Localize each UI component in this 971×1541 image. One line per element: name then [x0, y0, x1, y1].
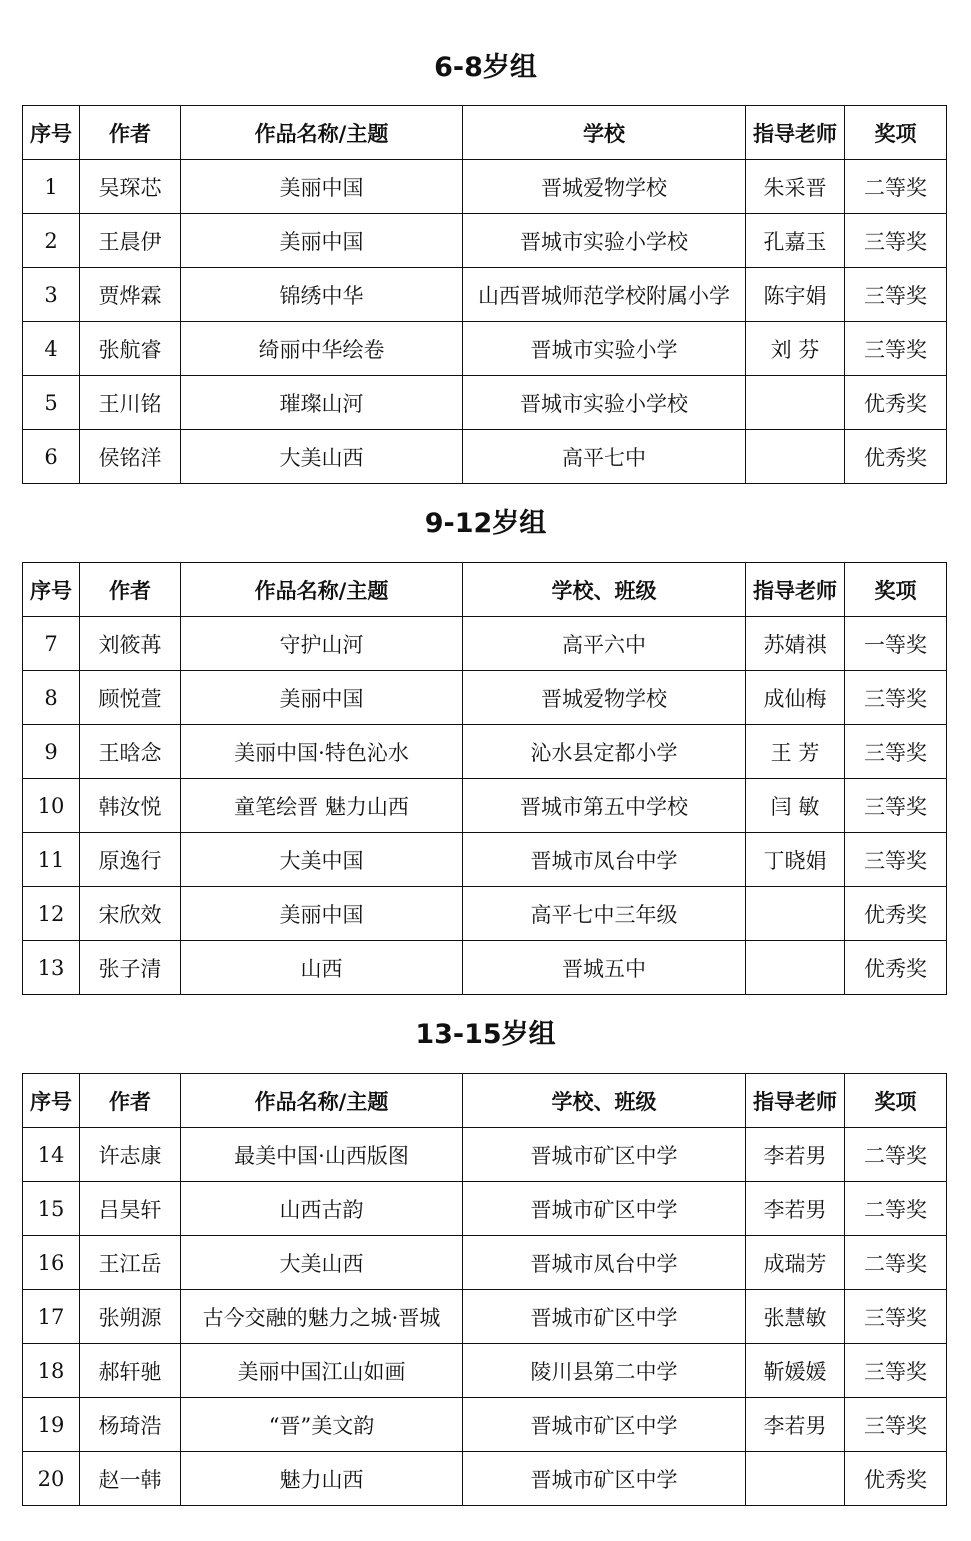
cell-work-title: 山西古韵: [181, 1182, 463, 1236]
cell-work-title: 大美山西: [181, 1236, 463, 1290]
table-row: [23, 1344, 947, 1398]
cell-award: 三等奖: [845, 671, 947, 725]
cell-author: 王晗念: [80, 725, 181, 779]
cell-school: 晋城市实验小学: [463, 322, 746, 376]
table-row: [23, 430, 947, 484]
cell-school: 晋城市矿区中学: [463, 1182, 746, 1236]
header-work-title: 作品名称/主题: [181, 106, 463, 160]
cell-work-title: 最美中国·山西版图: [181, 1128, 463, 1182]
cell-index: 4: [23, 322, 80, 376]
table-row: [23, 1128, 947, 1182]
cell-author: 许志康: [80, 1128, 181, 1182]
cell-teacher: 李若男: [746, 1128, 845, 1182]
cell-school: 晋城市第五中学校: [463, 779, 746, 833]
cell-index: 1: [23, 160, 80, 214]
header-teacher: 指导老师: [746, 563, 845, 617]
cell-teacher: 朱采晋: [746, 160, 845, 214]
cell-author: 侯铭洋: [80, 430, 181, 484]
cell-teacher: 王 芳: [746, 725, 845, 779]
table-row: [23, 1452, 947, 1506]
table-row: [23, 1182, 947, 1236]
cell-work-title: “晋”美文韵: [181, 1398, 463, 1452]
cell-teacher: [746, 430, 845, 484]
cell-teacher: 李若男: [746, 1182, 845, 1236]
header-author: 作者: [80, 1074, 181, 1128]
cell-index: 10: [23, 779, 80, 833]
header-author: 作者: [80, 106, 181, 160]
cell-teacher: 孔嘉玉: [746, 214, 845, 268]
cell-author: 韩汝悦: [80, 779, 181, 833]
cell-award: 三等奖: [845, 1398, 947, 1452]
table-row: [23, 887, 947, 941]
cell-author: 吕昊轩: [80, 1182, 181, 1236]
table-row: [23, 833, 947, 887]
cell-author: 原逸行: [80, 833, 181, 887]
cell-work-title: 美丽中国: [181, 671, 463, 725]
header-award: 奖项: [845, 563, 947, 617]
header-teacher: 指导老师: [746, 106, 845, 160]
cell-work-title: 锦绣中华: [181, 268, 463, 322]
header-award: 奖项: [845, 106, 947, 160]
cell-work-title: 璀璨山河: [181, 376, 463, 430]
cell-index: 13: [23, 941, 80, 995]
cell-teacher: 闫 敏: [746, 779, 845, 833]
cell-index: 2: [23, 214, 80, 268]
table-row: [23, 1290, 947, 1344]
table-row: [23, 1236, 947, 1290]
cell-author: 王晨伊: [80, 214, 181, 268]
cell-index: 17: [23, 1290, 80, 1344]
cell-award: 优秀奖: [845, 887, 947, 941]
cell-teacher: [746, 376, 845, 430]
table-header-row: [23, 563, 947, 617]
cell-school: 晋城市实验小学校: [463, 214, 746, 268]
cell-school: 晋城市凤台中学: [463, 833, 746, 887]
cell-school: 晋城市矿区中学: [463, 1128, 746, 1182]
cell-index: 12: [23, 887, 80, 941]
header-author: 作者: [80, 563, 181, 617]
cell-index: 5: [23, 376, 80, 430]
cell-author: 宋欣效: [80, 887, 181, 941]
cell-work-title: 童笔绘晋 魅力山西: [181, 779, 463, 833]
cell-award: 二等奖: [845, 160, 947, 214]
cell-author: 张航睿: [80, 322, 181, 376]
cell-author: 郝轩驰: [80, 1344, 181, 1398]
cell-author: 刘筱苒: [80, 617, 181, 671]
group-title-13-15: 13-15岁组: [415, 1019, 556, 1050]
cell-school: 晋城市矿区中学: [463, 1290, 746, 1344]
cell-author: 王江岳: [80, 1236, 181, 1290]
cell-index: 6: [23, 430, 80, 484]
table-header-row: [23, 1074, 947, 1128]
cell-award: 三等奖: [845, 1290, 947, 1344]
table-row: [23, 160, 947, 214]
header-school: 学校: [463, 106, 746, 160]
cell-school: 陵川县第二中学: [463, 1344, 746, 1398]
table-row: [23, 322, 947, 376]
cell-index: 15: [23, 1182, 80, 1236]
cell-teacher: 张慧敏: [746, 1290, 845, 1344]
cell-index: 16: [23, 1236, 80, 1290]
cell-index: 3: [23, 268, 80, 322]
cell-work-title: 美丽中国: [181, 160, 463, 214]
cell-index: 8: [23, 671, 80, 725]
cell-school: 晋城爱物学校: [463, 160, 746, 214]
cell-work-title: 山西: [181, 941, 463, 995]
cell-school: 晋城五中: [463, 941, 746, 995]
cell-author: 吴琛芯: [80, 160, 181, 214]
cell-author: 王川铭: [80, 376, 181, 430]
cell-teacher: 靳媛媛: [746, 1344, 845, 1398]
cell-award: 二等奖: [845, 1236, 947, 1290]
table-row: [23, 725, 947, 779]
cell-school: 山西晋城师范学校附属小学: [463, 268, 746, 322]
cell-index: 11: [23, 833, 80, 887]
cell-teacher: 成仙梅: [746, 671, 845, 725]
awards-table-6-8: [22, 105, 947, 484]
table-row: [23, 671, 947, 725]
cell-author: 张朔源: [80, 1290, 181, 1344]
cell-award: 三等奖: [845, 268, 947, 322]
header-work-title: 作品名称/主题: [181, 563, 463, 617]
table-row: [23, 268, 947, 322]
cell-school: 高平七中: [463, 430, 746, 484]
header-index: 序号: [23, 106, 80, 160]
cell-index: 9: [23, 725, 80, 779]
header-index: 序号: [23, 1074, 80, 1128]
cell-work-title: 绮丽中华绘卷: [181, 322, 463, 376]
header-school-class: 学校、班级: [463, 563, 746, 617]
cell-teacher: [746, 1452, 845, 1506]
cell-teacher: 刘 芬: [746, 322, 845, 376]
group-title-6-8: 6-8岁组: [434, 52, 537, 83]
group-title-9-12: 9-12岁组: [424, 508, 547, 539]
cell-teacher: 成瑞芳: [746, 1236, 845, 1290]
cell-award: 优秀奖: [845, 941, 947, 995]
cell-work-title: 大美山西: [181, 430, 463, 484]
table-row: [23, 617, 947, 671]
cell-award: 优秀奖: [845, 376, 947, 430]
cell-work-title: 美丽中国: [181, 887, 463, 941]
awards-table-9-12: [22, 562, 947, 995]
cell-index: 20: [23, 1452, 80, 1506]
table-row: [23, 214, 947, 268]
cell-award: 二等奖: [845, 1128, 947, 1182]
cell-teacher: 苏婧祺: [746, 617, 845, 671]
cell-work-title: 魅力山西: [181, 1452, 463, 1506]
cell-school: 沁水县定都小学: [463, 725, 746, 779]
cell-school: 晋城市矿区中学: [463, 1398, 746, 1452]
cell-award: 三等奖: [845, 833, 947, 887]
cell-work-title: 守护山河: [181, 617, 463, 671]
cell-school: 晋城市矿区中学: [463, 1452, 746, 1506]
cell-school: 晋城市凤台中学: [463, 1236, 746, 1290]
cell-index: 19: [23, 1398, 80, 1452]
table-row: [23, 376, 947, 430]
cell-award: 三等奖: [845, 322, 947, 376]
awards-table-13-15: [22, 1073, 947, 1506]
cell-author: 杨琦浩: [80, 1398, 181, 1452]
cell-award: 三等奖: [845, 725, 947, 779]
cell-work-title: 美丽中国·特色沁水: [181, 725, 463, 779]
cell-author: 贾烨霖: [80, 268, 181, 322]
table-row: [23, 779, 947, 833]
cell-teacher: 丁晓娟: [746, 833, 845, 887]
cell-award: 三等奖: [845, 1344, 947, 1398]
cell-teacher: [746, 941, 845, 995]
table-row: [23, 941, 947, 995]
cell-award: 三等奖: [845, 779, 947, 833]
cell-award: 二等奖: [845, 1182, 947, 1236]
cell-author: 赵一韩: [80, 1452, 181, 1506]
table-header-row: [23, 106, 947, 160]
cell-author: 顾悦萱: [80, 671, 181, 725]
cell-school: 高平七中三年级: [463, 887, 746, 941]
cell-author: 张子清: [80, 941, 181, 995]
header-index: 序号: [23, 563, 80, 617]
cell-school: 高平六中: [463, 617, 746, 671]
header-teacher: 指导老师: [746, 1074, 845, 1128]
cell-award: 一等奖: [845, 617, 947, 671]
header-school-class: 学校、班级: [463, 1074, 746, 1128]
cell-work-title: 美丽中国江山如画: [181, 1344, 463, 1398]
header-award: 奖项: [845, 1074, 947, 1128]
table-row: [23, 1398, 947, 1452]
cell-work-title: 大美中国: [181, 833, 463, 887]
cell-teacher: 李若男: [746, 1398, 845, 1452]
cell-index: 14: [23, 1128, 80, 1182]
cell-award: 优秀奖: [845, 1452, 947, 1506]
cell-award: 三等奖: [845, 214, 947, 268]
cell-index: 7: [23, 617, 80, 671]
cell-school: 晋城市实验小学校: [463, 376, 746, 430]
header-work-title: 作品名称/主题: [181, 1074, 463, 1128]
cell-teacher: 陈宇娟: [746, 268, 845, 322]
cell-index: 18: [23, 1344, 80, 1398]
cell-teacher: [746, 887, 845, 941]
cell-work-title: 美丽中国: [181, 214, 463, 268]
cell-school: 晋城爱物学校: [463, 671, 746, 725]
cell-award: 优秀奖: [845, 430, 947, 484]
cell-work-title: 古今交融的魅力之城·晋城: [181, 1290, 463, 1344]
